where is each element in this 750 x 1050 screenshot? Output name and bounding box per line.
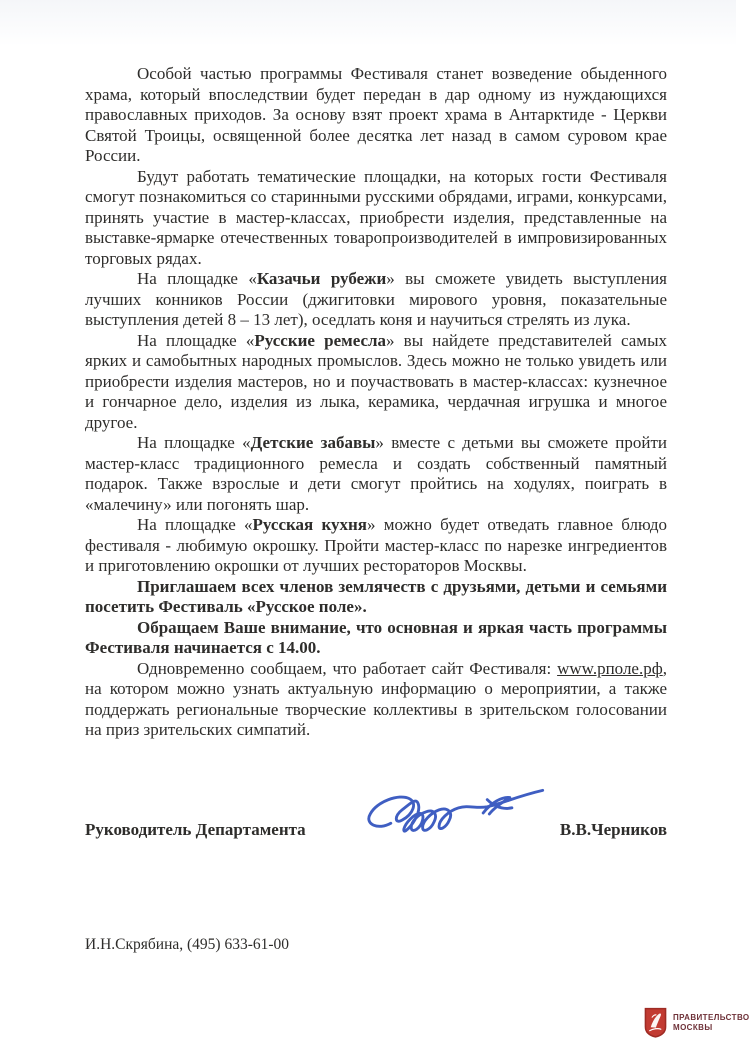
text-segment: Детские забавы bbox=[250, 433, 376, 452]
signatory-name: В.В.Черников bbox=[559, 820, 667, 839]
text-segment: » вы найдете представителей самых ярких и самобытных народных промыслов. Здесь можно не только увидеть или приобрести изделия мастеров, но и поучаствовать в мастер-классах: кузнечное и гончарное дело, изделия из лыка, керамика, чердачная игрушка и многое другое. bbox=[85, 330, 667, 432]
paragraph bbox=[85, 331, 667, 434]
text-segment: » можно будет отведать главное блюдо фестиваля - любимую окрошку. Пройти мастер-класс по нарезке ингредиентов и приготовлению окрошки от лучших рестораторов Москвы. bbox=[85, 515, 667, 575]
contact-line: И.Н.Скрябина, (495) 633-61-00 bbox=[85, 936, 290, 953]
text-segment: Будут работать тематические площадки, на которых гости Фестиваля смогут познакомиться со старинными русскими обрядами, играми, конкурсами, принять участие в мастер-классах, приобрести изделия, представленные на выставке-ярмарке отечественных товаропроизводителей в импровизированных торговых рядах. bbox=[85, 166, 667, 268]
paragraph bbox=[85, 618, 667, 659]
letter-body bbox=[85, 64, 667, 741]
text-segment: На площадке « bbox=[137, 330, 255, 350]
text-segment: Одновременно сообщаем, что работает сайт Фестиваля: bbox=[137, 658, 558, 678]
text-segment: На площадке « bbox=[137, 515, 253, 534]
text-segment: , на котором можно узнать актуальную информацию о мероприятии, а также поддержать региональные творческие коллективы в зрительском голосовании на приз зрительских симпатий. bbox=[85, 658, 667, 739]
festival-site-url: www.рполе.рф bbox=[557, 658, 663, 678]
text-segment: Русская кухня bbox=[252, 515, 367, 534]
paragraph bbox=[85, 659, 667, 741]
text-segment: Русские ремесла bbox=[254, 330, 387, 350]
text-segment: Казачьи рубежи bbox=[256, 269, 387, 288]
paragraph bbox=[85, 167, 667, 270]
gov-logo-line2: МОСКВЫ bbox=[673, 1022, 713, 1032]
signature-block bbox=[85, 820, 667, 840]
text-segment: На площадке « bbox=[137, 433, 251, 452]
paragraph bbox=[85, 515, 667, 577]
paragraph bbox=[85, 577, 667, 618]
gov-logo-line1: ПРАВИТЕЛЬСТВО bbox=[673, 1012, 750, 1022]
signatory-title: Руководитель Департамента bbox=[85, 820, 306, 839]
paragraph bbox=[85, 433, 667, 515]
text-segment: Особой частью программы Фестиваля станет возведение обыденного храма, который впоследствии будет передан в дар одному из нуждающихся православных приходов. За основу взят проект храма в Антарктиде - Церкви Святой Троицы, освященной более десятка лет назад в самом суровом крае России. bbox=[85, 64, 667, 165]
scan-artifact bbox=[0, 0, 736, 46]
gov-logo-text bbox=[673, 1013, 750, 1033]
moscow-coat-of-arms-icon bbox=[644, 1007, 667, 1038]
text-segment: На площадке « bbox=[137, 269, 257, 288]
paragraph bbox=[85, 269, 667, 331]
text-segment: Приглашаем всех членов землячеств с друзьями, детьми и семьями посетить Фестиваль «Русское поле». bbox=[85, 576, 667, 616]
text-segment: » вы сможете увидеть выступления лучших конников России (джигитовки мирового уровня, показательные выступления детей 8 – 13 лет), оседлать коня и научиться стрелять из лука. bbox=[85, 269, 667, 329]
paragraph bbox=[85, 64, 667, 167]
text-segment: » вместе с детьми вы сможете пройти мастер-класс традиционного ремесла и создать собственный памятный подарок. Также взрослые и дети смогут пройтись на ходулях, поиграть в «малечину» или погонять шар. bbox=[85, 433, 667, 514]
moscow-government-logo bbox=[644, 1007, 750, 1038]
text-segment: Обращаем Ваше внимание, что основная и яркая часть программы Фестиваля начинается с 14.00. bbox=[85, 617, 667, 657]
